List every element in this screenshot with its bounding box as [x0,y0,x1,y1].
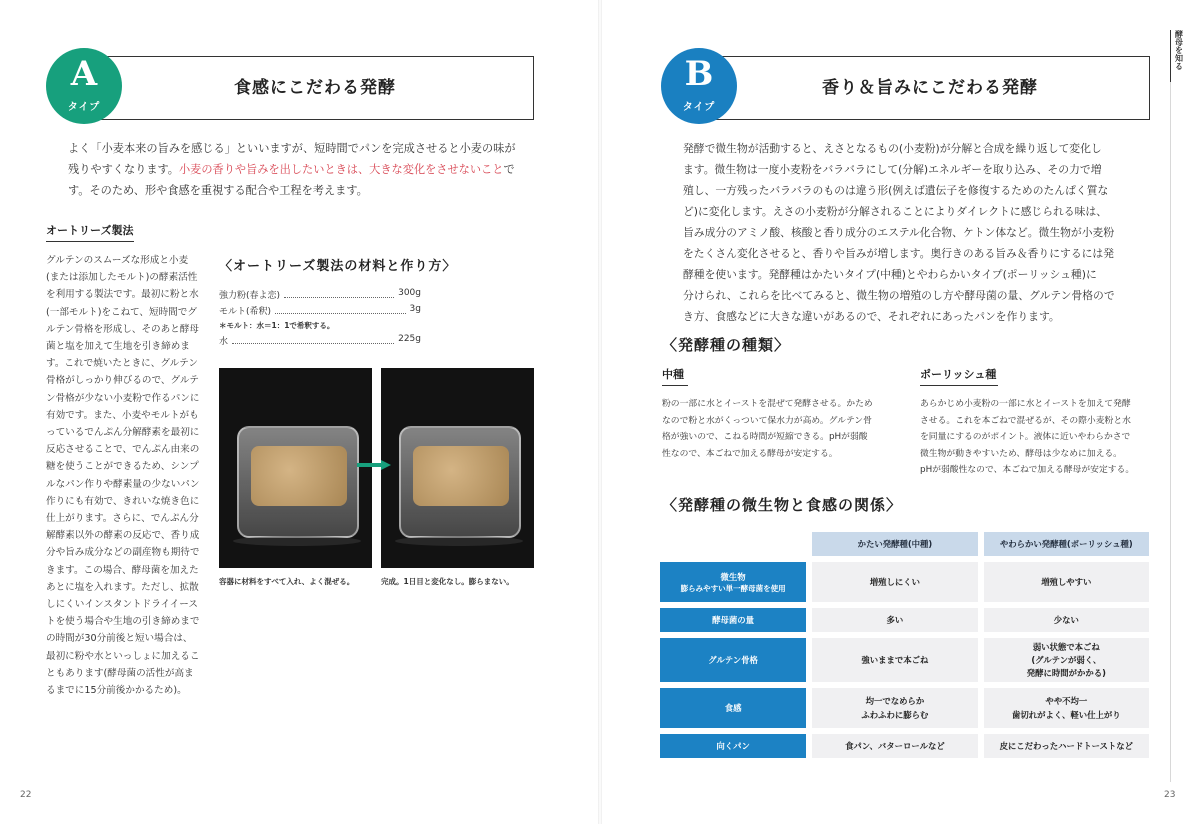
text-line: 反応させることで、でんぷん由来の [46,444,200,456]
intro-text: で [503,163,515,176]
recipe-amount: 3g [409,304,421,314]
text-line: あらかじめ小麦粉の一部に水とイーストを加えて発酵 [920,399,1131,409]
text-line: 性なので、本ごねで加える酵母が安定する。 [662,448,838,459]
page-number-left: 22 [20,790,32,800]
text-line: させる。これを本ごねで混ぜるが、その際小麦粉と水 [920,415,1131,426]
text-line: トを使う場合や生地の引き締めまで [46,616,200,628]
text-line: (一部モルト)をこねて、短時間でグ [46,306,197,318]
table-row [660,562,1149,602]
dough-photo-finished [381,368,534,568]
text-line: を利用する製法です。最初に粉と水 [46,289,199,301]
column-header-firm: かたい発酵種(中種) [812,532,977,556]
recipe-amount: 300g [398,288,421,298]
table-cell: やや不均一 歯切れがよく、軽い仕上がり [984,688,1149,728]
recipe-row [219,288,421,301]
table-corner [660,532,806,556]
text-line: 格が強いので、こねる時間が短縮できる。pHが弱酸 [662,432,868,443]
nakadane-heading: 中種 [662,366,688,386]
poolish-heading: ポーリッシュ種 [920,366,998,386]
type-b-intro [683,138,1153,327]
text-line: 酵種を使います。発酵種はかたいタイプ(中種)とやわらかいタイプ(ポーリッシュ種)に [683,268,1097,281]
tub-shadow [395,536,523,546]
type-a-badge [46,48,122,124]
text-line: す。これで焼いたときに、グルテン [46,358,198,370]
text-line: 仕上がります。さらに、でんぷん分 [46,513,199,525]
table-row [660,638,1149,682]
leader-dots [275,304,406,314]
row-header-sub: 膨らみやすい単一酵母菌を使用 [680,583,786,593]
type-a-badge-letter: A [70,54,98,94]
flour-mixture [251,446,347,506]
tub-shadow [233,536,361,546]
table-cell: 食パン、バターロールなど [812,734,977,758]
type-b-badge [661,48,737,124]
table-cell: 増殖しにくい [812,562,977,602]
side-rule [1170,82,1171,782]
row-header: 向くパン [660,734,806,758]
row-header-label: 微生物 [720,571,746,582]
text-line: ルなパン作りや酵素量の少ないパン [46,478,200,490]
intro-line [68,159,538,180]
table-row [660,734,1149,758]
text-line: ルテン骨格を形成し、そのあと酵母 [46,323,200,335]
type-b-header-box [710,56,1150,120]
text-line: 最初に粉や水といっしょに加えるこ [46,650,200,662]
recipe-ingredient: モルト(希釈) [219,307,272,317]
table-row [660,608,1149,632]
text-line: 分けられ、これらを比べてみると、微生物の増殖のし方や酵母菌の量、グルテン骨格ので [683,289,1115,302]
text-line: 糖を使うことができるため、シンプ [46,461,199,473]
dough-photo-mixed [219,368,372,568]
photo-caption-2: 完成。1日目と変化なし。膨らまない。 [381,577,514,586]
intro-line: す。そのため、形や食感を重視する配合や工程を考えます。 [68,184,368,197]
table-cell: 均一でなめらか ふわふわに膨らむ [812,688,977,728]
intro-line: よく「小麦本来の旨みを感じる」といいますが、短時間でパンを完成させると小麦の味が [68,142,516,155]
recipe-amount: 225g [398,334,421,344]
types-heading: 〈発酵種の種類〉 [662,336,791,354]
page-number-right: 23 [1164,790,1176,800]
autolyse-heading: オートリーズ製法 [46,222,134,242]
page-gutter [598,0,602,824]
photo-caption-1: 容器に材料をすべて入れ、よく混ぜる。 [219,577,355,586]
text-line: ともあります(酵母菌の活性が高ま [46,667,194,679]
intro-highlight: 小麦の香りや旨みを出したいときは、大きな変化をさせないこと [178,163,504,176]
row-header: 酵母菌の量 [660,608,806,632]
leader-dots [284,288,394,298]
text-line: あとに塩を入れます。ただし、拡散 [46,581,199,593]
arrow-right-icon [357,460,391,470]
row-header: 食感 [660,688,806,728]
type-a-title: 食感にこだわる発酵 [234,78,396,98]
recipe-row [219,334,421,347]
type-b-badge-letter: B [684,54,714,94]
container-tub [237,426,359,538]
type-a-header-box [96,56,534,120]
text-line: の時間が30分前後と短い場合は、 [46,633,193,645]
text-line: 解酵素以外の酵素の反応で、香り成 [46,530,200,542]
type-b-title: 香り＆旨みにこだわる発酵 [822,78,1038,98]
text-line: pHが弱酸性なので、本ごねで加える酵母が安定する。 [920,465,1135,476]
text-line: をたくさん変化させると、香りや旨みが増します。奥行きのある旨み＆香りにするには発 [683,247,1115,260]
type-b-badge-sub: タイプ [682,102,716,113]
text-line: 微生物が動きやすいため、酵母は少なめに加える。 [920,448,1122,459]
text-line: を同量にするのがポイント。液体に近いやわらかさで [920,432,1131,443]
flour-mixture [413,446,509,506]
intro-text: 残りやすくなります。 [68,163,179,176]
nakadane-text [662,396,894,462]
text-line: き方、食感などに大きな違いがあるので、それぞれにあったパンを作ります。 [683,310,1060,323]
table-cell: 多い [812,608,977,632]
recipe-row [219,304,421,317]
poolish-text [920,396,1152,479]
text-line: るまでに15分前後かかるため)。 [46,685,187,697]
text-line: 発酵で微生物が活動すると、えさとなるもの(小麦粉)が分解と合成を繰り返して変化し [683,142,1102,155]
recipe-ingredient: 水 [219,337,229,347]
text-line: 殖し、一方残ったバラバラのものは違う形(例えば遺伝子を修復するためのたんぱく質な [683,184,1109,197]
table-header-row [660,532,1149,556]
table-cell: 弱い状態で本ごね (グルテンが弱く、 発酵に時間がかかる) [984,638,1149,682]
row-header: グルテン骨格 [660,638,806,682]
chapter-side-tab [1170,30,1184,82]
recipe-ingredient: 強力粉(春よ恋) [219,291,281,301]
text-line: (または添加したモルト)の酵素活性 [46,272,198,284]
text-line: グルテンのスムーズな形成と小麦 [46,255,189,266]
leader-dots [232,334,394,344]
text-line: ン骨格が少ない小麦粉で作るパンに [46,392,200,404]
side-tab-label: 酵母を知る [1174,30,1184,70]
table-cell: 増殖しやすい [984,562,1149,602]
column-header-soft: やわらかい発酵種(ポーリッシュ種) [984,532,1149,556]
text-line: きます。この場合、酵母菌を加えた [46,564,199,576]
recipe-heading: 〈オートリーズ製法の材料と作り方〉 [219,259,457,274]
text-line: 菌と塩を加えて生地を引き締めま [46,341,190,353]
text-line: 有効です。また、小麦やモルトがも [46,409,199,421]
text-line: 骨格がしっかり伸びるので、グルテ [46,375,200,387]
relation-table [660,526,1149,764]
row-header [660,562,806,602]
text-line: ます。微生物は一度小麦粉をバラバラにして(分解)エネルギーを取り込み、その力で増 [683,163,1102,176]
text-line: しにくいインスタントドライイース [46,599,198,611]
text-line: っているでんぷん分解酵素を最初に [46,427,200,439]
text-line: 作りにも有効で、きれいな焼き色に [46,495,200,507]
container-tub [399,426,521,538]
type-a-badge-sub: タイプ [67,102,101,113]
text-line: 粉の一部に水とイーストを混ぜて発酵させる。かため [662,399,873,409]
relation-heading: 〈発酵種の微生物と食感の関係〉 [662,496,903,514]
text-line: なので粉と水がくっついて保水力が高め。グルテン骨 [662,415,872,426]
autolyse-text [46,252,210,699]
text-line: ど)に変化します。えさの小麦粉が分解されることによりダイレクトに感じられる味は、 [683,205,1107,218]
type-a-intro [68,138,538,201]
table-cell: 強いままで本ごね [812,638,977,682]
text-line: 旨み成分のアミノ酸、核酸と香り成分のエステル化合物、ケトン体など。微生物が小麦粉 [683,226,1115,239]
recipe-note: ＊モルト：水＝1：1で希釈する。 [219,321,335,330]
text-line: 分や旨み成分などの副産物も期待で [46,547,200,559]
table-row [660,688,1149,728]
table-cell: 少ない [984,608,1149,632]
table-cell: 皮にこだわったハードトーストなど [984,734,1149,758]
